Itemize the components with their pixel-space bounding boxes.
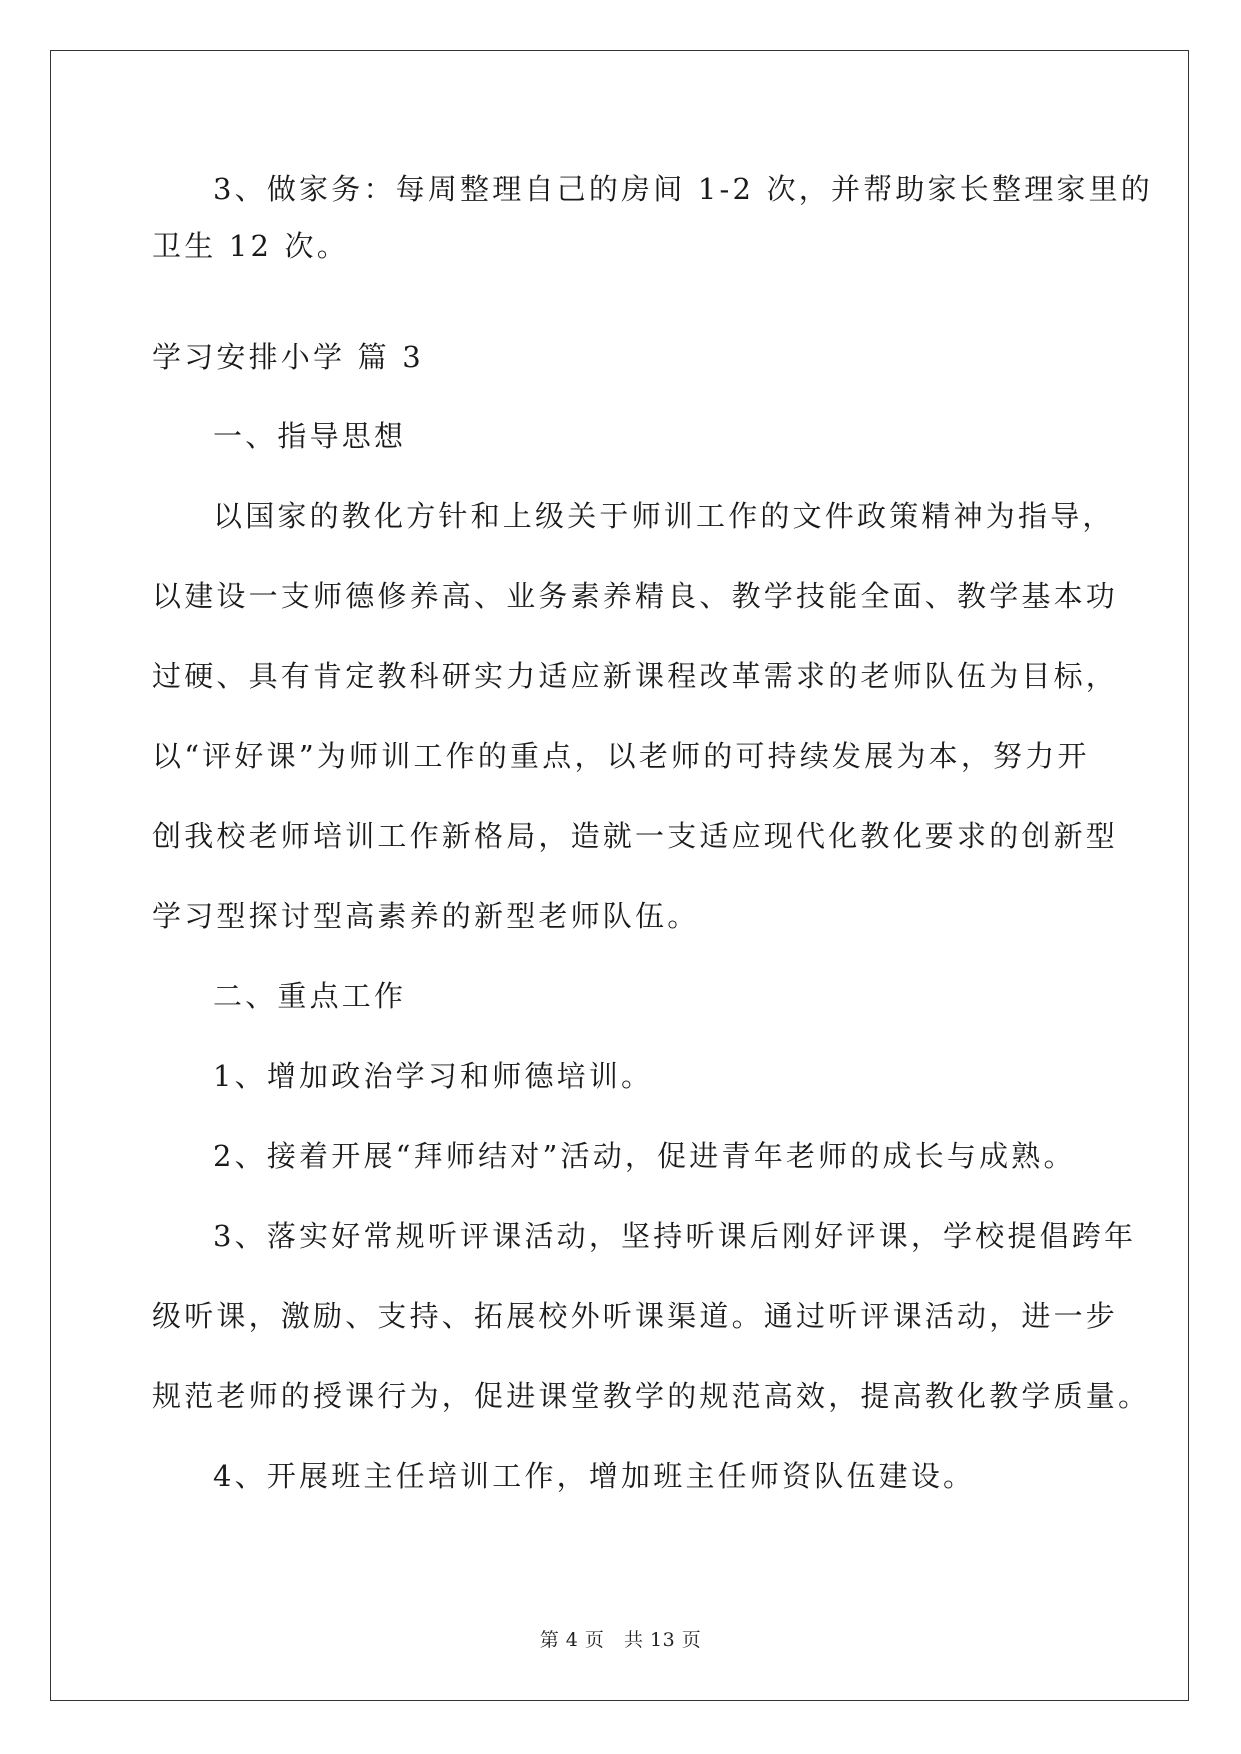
paragraph-line: 学习型探讨型高素养的新型老师队伍。 (152, 899, 700, 933)
section-title: 学习安排小学 篇 3 (152, 340, 424, 374)
paragraph-line: 以国家的教化方针和上级关于师训工作的文件政策精神为指导， (213, 499, 1115, 533)
list-item: 2、接着开展“拜师结对”活动，促进青年老师的成长与成熟。 (213, 1139, 1076, 1173)
paragraph-line: 以“评好课”为师训工作的重点，以老师的可持续发展为本，努力开 (152, 739, 1090, 773)
paragraph-line: 规范老师的授课行为，促进课堂教学的规范高效，提高教化教学质量。 (152, 1379, 1151, 1413)
paragraph-line: 创我校老师培训工作新格局，造就一支适应现代化教化要求的创新型 (152, 819, 1119, 853)
paragraph-line: 卫生 12 次。 (152, 229, 349, 263)
list-item: 4、开展班主任培训工作，增加班主任师资队伍建设。 (213, 1459, 976, 1493)
paragraph-line: 3、做家务：每周整理自己的房间 1-2 次，并帮助家长整理家里的 (213, 172, 1153, 206)
paragraph-line: 以建设一支师德修养高、业务素养精良、教学技能全面、教学基本功 (152, 579, 1119, 613)
page-border (50, 50, 1189, 1701)
heading-guiding-thought: 一、指导思想 (213, 419, 407, 453)
paragraph-line: 级听课，激励、支持、拓展校外听课渠道。通过听评课活动，进一步 (152, 1299, 1119, 1333)
page-footer: 第 4 页 共 13 页 (539, 1629, 702, 1651)
paragraph-line: 过硬、具有肯定教科研实力适应新课程改革需求的老师队伍为目标， (152, 659, 1119, 693)
list-item: 3、落实好常规听评课活动，坚持听课后刚好评课，学校提倡跨年 (213, 1219, 1137, 1253)
list-item: 1、增加政治学习和师德培训。 (213, 1059, 654, 1093)
heading-key-work: 二、重点工作 (213, 979, 407, 1013)
